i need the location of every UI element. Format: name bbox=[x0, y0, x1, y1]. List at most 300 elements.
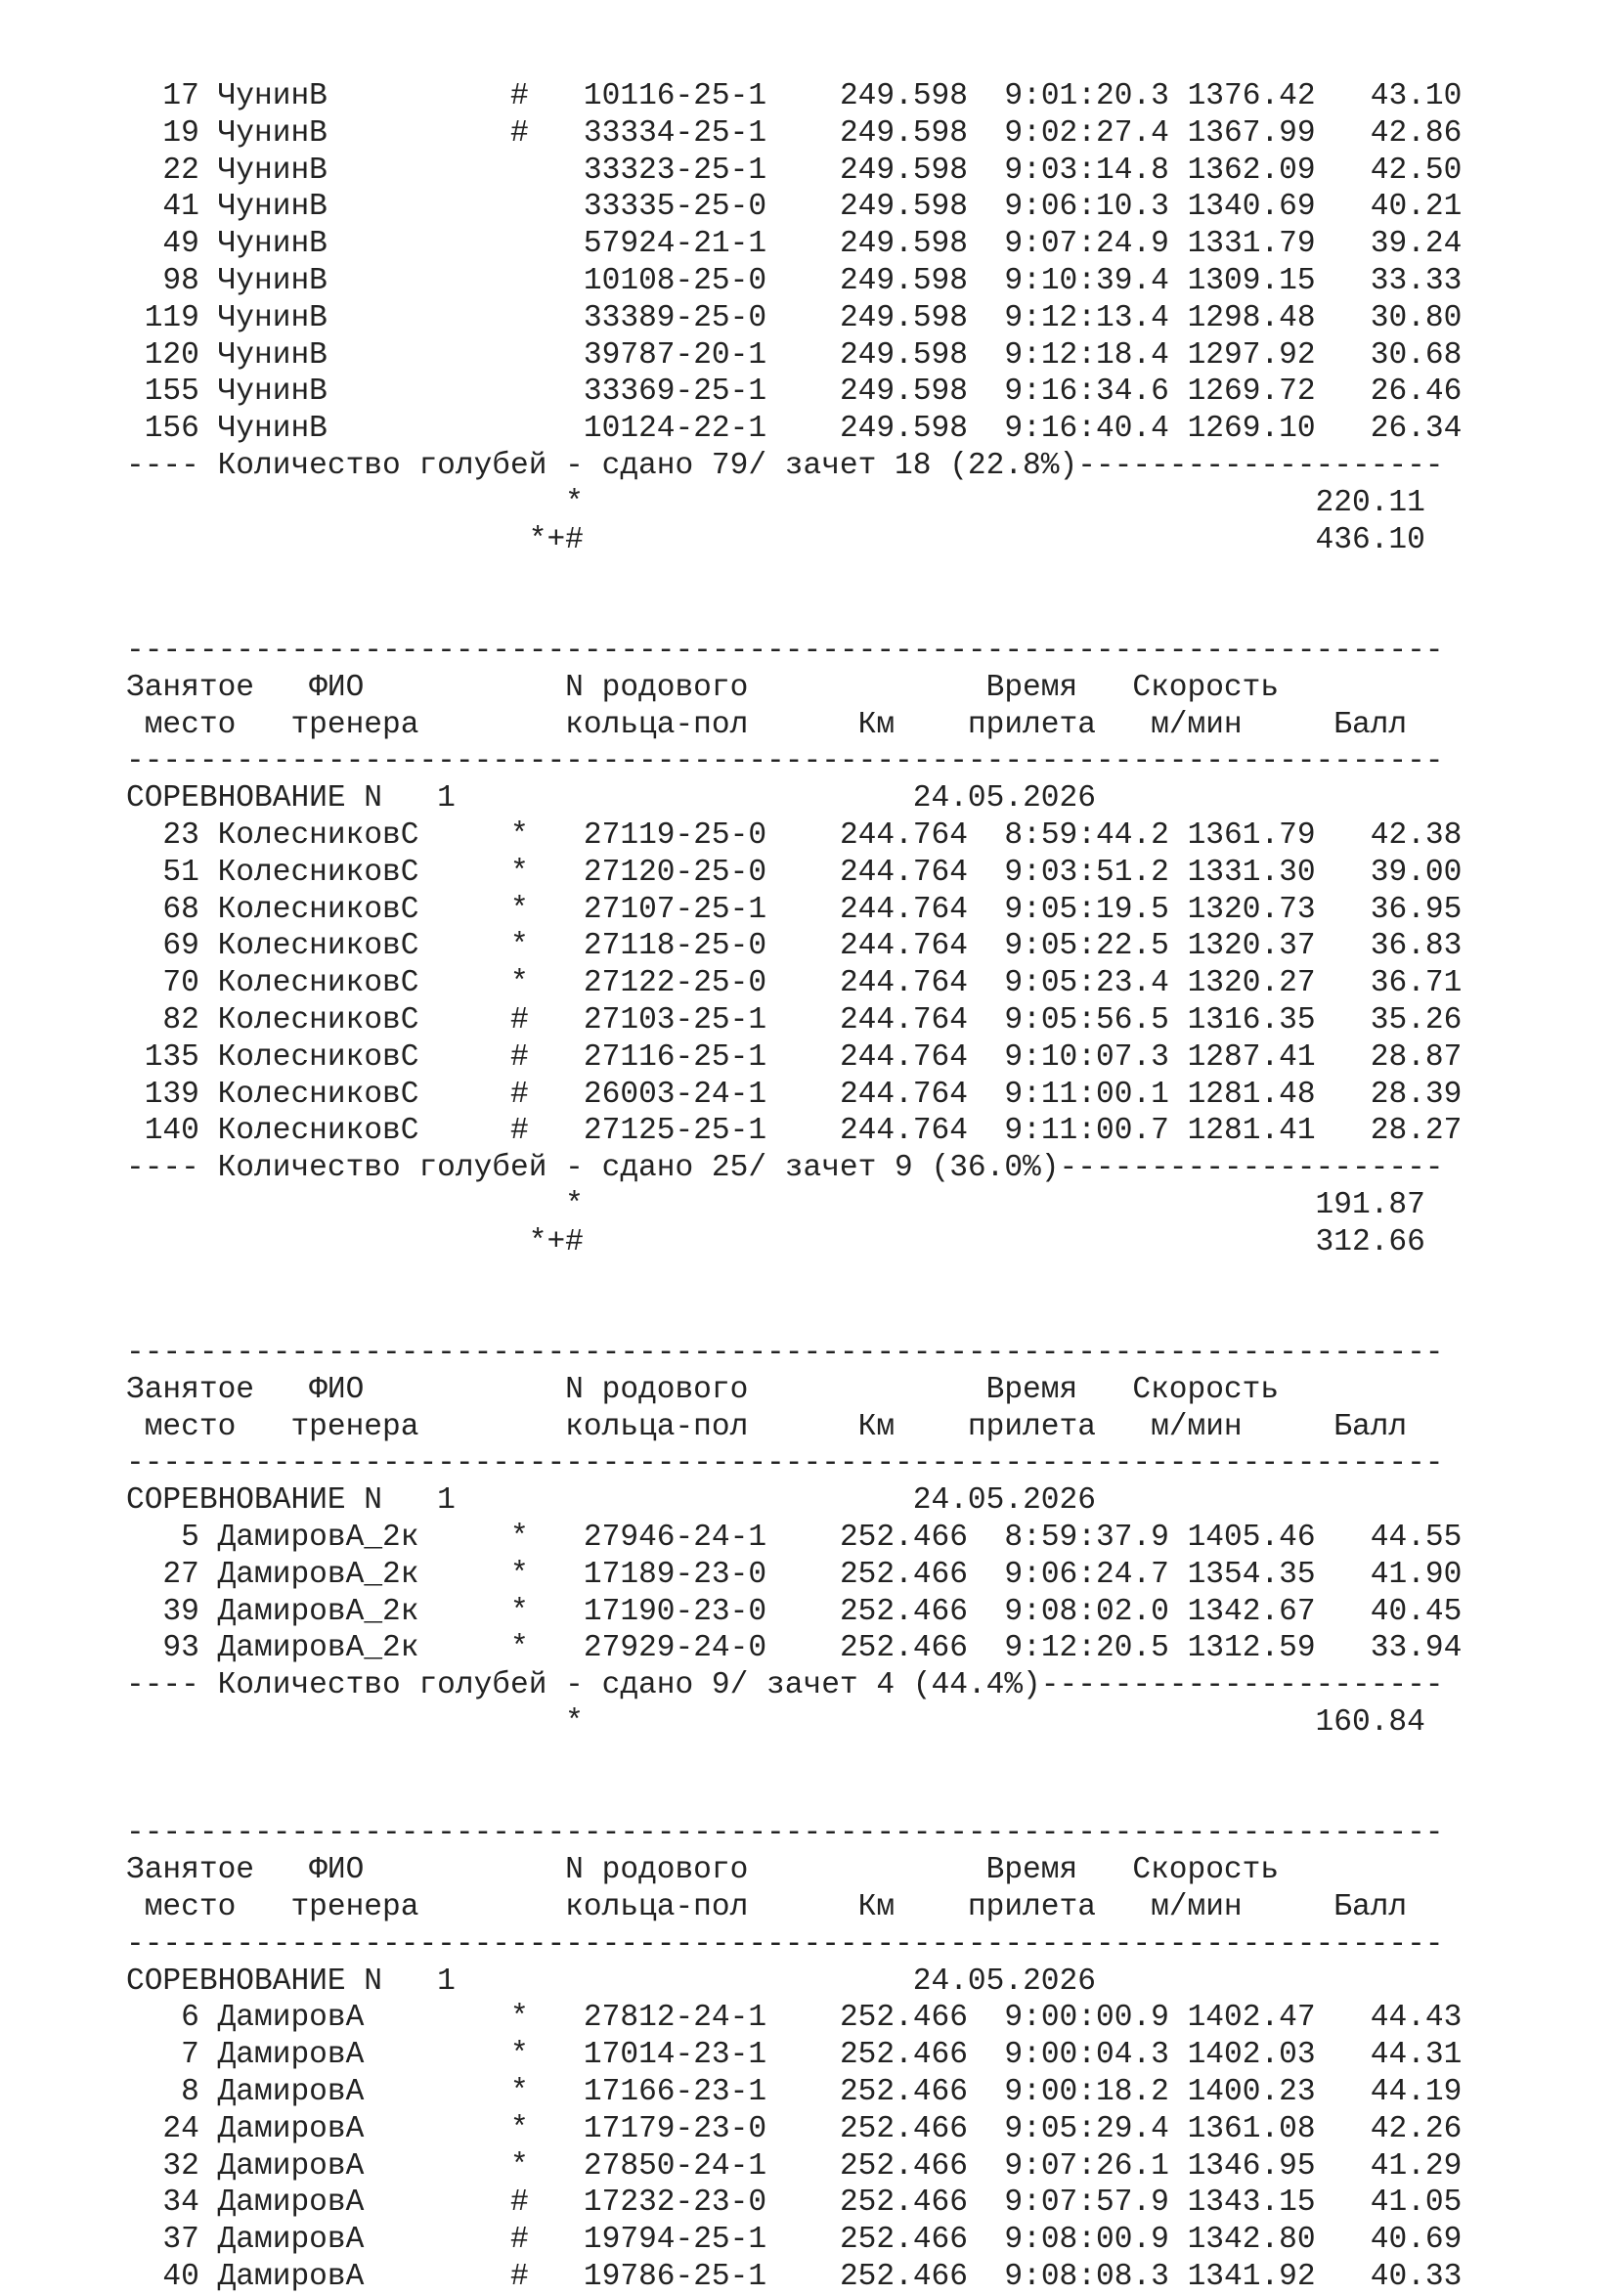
distance-km: 249.598 bbox=[839, 300, 968, 335]
arrival-time: 9:08:00.9 bbox=[1004, 2223, 1169, 2258]
arrival-time: 9:08:02.0 bbox=[1004, 1594, 1169, 1629]
gap bbox=[968, 154, 1004, 188]
place: 27 bbox=[126, 1557, 199, 1592]
distance-km: 252.466 bbox=[839, 2186, 968, 2221]
table-row bbox=[126, 263, 1462, 300]
ring-number: 27119-25-0 bbox=[583, 817, 767, 853]
score: 40.33 bbox=[1352, 2260, 1463, 2295]
gap bbox=[968, 1558, 1004, 1592]
arrival-time: 9:12:13.4 bbox=[1004, 300, 1169, 335]
ring-number: 57924-21-1 bbox=[583, 227, 767, 262]
trainer-name: ДамировА bbox=[217, 2001, 511, 2036]
gap bbox=[1169, 1078, 1188, 1112]
speed: 1298.48 bbox=[1187, 300, 1316, 335]
ring-number: 27946-24-1 bbox=[583, 1521, 767, 1556]
place: 6 bbox=[126, 2001, 199, 2036]
score: 41.90 bbox=[1352, 1557, 1463, 1592]
score: 26.34 bbox=[1352, 412, 1463, 447]
gap bbox=[1169, 2075, 1188, 2109]
trainer-name: ДамировА_2к bbox=[217, 1521, 511, 1556]
gap bbox=[1169, 893, 1188, 927]
gap bbox=[1316, 1003, 1352, 1038]
arrival-time: 9:11:00.7 bbox=[1004, 1114, 1169, 1149]
gap bbox=[766, 2223, 840, 2257]
mark bbox=[510, 375, 584, 409]
ring-number: 17166-23-1 bbox=[583, 2075, 767, 2110]
place: 24 bbox=[126, 2111, 199, 2146]
place: 22 bbox=[126, 153, 199, 188]
gap bbox=[199, 2075, 218, 2109]
ring-number: 39787-20-1 bbox=[583, 337, 767, 373]
score: 42.38 bbox=[1352, 817, 1463, 853]
distance-km: 249.598 bbox=[839, 227, 968, 262]
gap bbox=[584, 1225, 1316, 1259]
ring-number: 19794-25-1 bbox=[583, 2223, 767, 2258]
mark bbox=[510, 190, 584, 224]
arrival-time: 9:06:24.7 bbox=[1004, 1557, 1169, 1592]
gap bbox=[766, 227, 840, 261]
gap bbox=[1316, 893, 1352, 927]
place: 82 bbox=[126, 1002, 199, 1038]
trainer-name: ЧунинВ bbox=[217, 79, 511, 113]
gap bbox=[766, 301, 840, 335]
total-line bbox=[126, 522, 1462, 559]
gap bbox=[1316, 375, 1352, 409]
gap bbox=[1316, 2001, 1352, 2035]
gap bbox=[1316, 1595, 1352, 1629]
place: 8 bbox=[126, 2075, 199, 2110]
gap bbox=[766, 856, 840, 890]
total-line bbox=[126, 1224, 1462, 1261]
gap bbox=[968, 227, 1004, 261]
arrival-time: 9:05:22.5 bbox=[1004, 929, 1169, 964]
gap bbox=[1169, 264, 1188, 298]
mark: * bbox=[510, 892, 584, 927]
gap bbox=[968, 2260, 1004, 2294]
place: 51 bbox=[126, 855, 199, 890]
gap bbox=[1169, 1558, 1188, 1592]
arrival-time: 9:03:14.8 bbox=[1004, 153, 1169, 188]
mark: * bbox=[510, 2038, 584, 2073]
place: 120 bbox=[126, 337, 199, 373]
gap bbox=[199, 1114, 218, 1148]
gap bbox=[968, 893, 1004, 927]
competition-label: СОРЕВНОВАНИЕ N 1 bbox=[126, 781, 913, 817]
place: 41 bbox=[126, 190, 199, 225]
table-row bbox=[126, 855, 1462, 892]
score: 28.87 bbox=[1352, 1039, 1463, 1075]
place: 32 bbox=[126, 2148, 199, 2184]
arrival-time: 9:11:00.1 bbox=[1004, 1077, 1169, 1112]
results-listing bbox=[126, 78, 1462, 2296]
distance-km: 252.466 bbox=[839, 1521, 968, 1556]
trainer-name: КолесниковС bbox=[217, 1114, 511, 1149]
gap bbox=[1169, 1595, 1188, 1629]
gap bbox=[1169, 2149, 1188, 2184]
table-row bbox=[126, 1113, 1462, 1150]
speed: 1297.92 bbox=[1187, 337, 1316, 373]
trainer-name: ДамировА_2к bbox=[217, 1594, 511, 1629]
gap bbox=[766, 338, 840, 373]
speed: 1361.08 bbox=[1187, 2111, 1316, 2146]
gap bbox=[199, 2149, 218, 2184]
distance-km: 249.598 bbox=[839, 190, 968, 225]
mark bbox=[510, 338, 584, 373]
distance-km: 252.466 bbox=[839, 1631, 968, 1666]
total-line bbox=[126, 485, 1462, 522]
total-label: * bbox=[126, 485, 584, 520]
gap bbox=[1316, 1078, 1352, 1112]
score: 26.46 bbox=[1352, 375, 1463, 410]
gap bbox=[1316, 1558, 1352, 1592]
gap bbox=[766, 2260, 840, 2294]
mark: # bbox=[510, 2260, 584, 2295]
gap bbox=[968, 2149, 1004, 2184]
distance-km: 249.598 bbox=[839, 337, 968, 373]
ring-number: 10108-25-0 bbox=[583, 263, 767, 298]
blank-line bbox=[126, 596, 1462, 633]
score: 43.10 bbox=[1352, 79, 1463, 113]
trainer-name: ЧунинВ bbox=[217, 263, 511, 298]
gap bbox=[766, 966, 840, 1000]
score: 40.21 bbox=[1352, 190, 1463, 225]
arrival-time: 9:02:27.4 bbox=[1004, 115, 1169, 151]
arrival-time: 9:05:23.4 bbox=[1004, 966, 1169, 1001]
gap bbox=[199, 2038, 218, 2072]
table-row bbox=[126, 300, 1462, 337]
competition-line bbox=[126, 1482, 1462, 1520]
distance-km: 244.764 bbox=[839, 966, 968, 1001]
gap bbox=[199, 1003, 218, 1038]
score: 36.83 bbox=[1352, 929, 1463, 964]
gap bbox=[199, 818, 218, 853]
mark: # bbox=[510, 115, 584, 151]
arrival-time: 9:00:04.3 bbox=[1004, 2038, 1169, 2073]
rule-line: ------------------------------------------------------------------------ bbox=[126, 633, 1444, 668]
gap bbox=[968, 79, 1004, 113]
speed: 1281.41 bbox=[1187, 1114, 1316, 1149]
speed: 1320.27 bbox=[1187, 966, 1316, 1001]
gap bbox=[1316, 1114, 1352, 1148]
mark bbox=[510, 227, 584, 261]
gap bbox=[1316, 2186, 1352, 2220]
gap bbox=[766, 1114, 840, 1148]
total-line bbox=[126, 1187, 1462, 1224]
place: 140 bbox=[126, 1114, 199, 1149]
score: 41.29 bbox=[1352, 2148, 1463, 2184]
gap bbox=[968, 2186, 1004, 2220]
total-value: 191.87 bbox=[1315, 1187, 1425, 1222]
speed: 1405.46 bbox=[1187, 1521, 1316, 1556]
mark: * bbox=[510, 966, 584, 1001]
gap bbox=[766, 1078, 840, 1112]
arrival-time: 9:16:34.6 bbox=[1004, 375, 1169, 410]
table-row bbox=[126, 965, 1462, 1002]
gap bbox=[1169, 1631, 1188, 1665]
gap bbox=[968, 1003, 1004, 1038]
gap bbox=[1316, 2260, 1352, 2294]
total-line bbox=[126, 1704, 1462, 1742]
score: 44.55 bbox=[1352, 1521, 1463, 1556]
arrival-time: 9:10:39.4 bbox=[1004, 263, 1169, 298]
gap bbox=[1169, 190, 1188, 224]
speed: 1367.99 bbox=[1187, 115, 1316, 151]
trainer-name: ДамировА bbox=[217, 2186, 511, 2221]
total-label: *+# bbox=[126, 1224, 584, 1259]
gap bbox=[968, 190, 1004, 224]
gap bbox=[766, 1521, 840, 1555]
speed: 1346.95 bbox=[1187, 2148, 1316, 2184]
gap bbox=[766, 79, 840, 113]
table-row bbox=[126, 1557, 1462, 1594]
ring-number: 27120-25-0 bbox=[583, 855, 767, 890]
gap bbox=[1316, 264, 1352, 298]
score: 44.43 bbox=[1352, 2001, 1463, 2036]
score: 40.69 bbox=[1352, 2223, 1463, 2258]
speed: 1343.15 bbox=[1187, 2186, 1316, 2221]
trainer-name: КолесниковС bbox=[217, 892, 511, 927]
gap bbox=[766, 893, 840, 927]
trainer-name: ДамировА_2к bbox=[217, 1557, 511, 1592]
gap bbox=[766, 2112, 840, 2146]
gap bbox=[1169, 227, 1188, 261]
ring-number: 10124-22-1 bbox=[583, 412, 767, 447]
score: 40.45 bbox=[1352, 1594, 1463, 1629]
competition-date: 24.05.2026 bbox=[912, 1483, 1096, 1519]
ring-number: 33369-25-1 bbox=[583, 375, 767, 410]
speed: 1402.47 bbox=[1187, 2001, 1316, 2036]
trainer-name: КолесниковС bbox=[217, 855, 511, 890]
gap bbox=[199, 154, 218, 188]
table-row bbox=[126, 928, 1462, 965]
distance-km: 252.466 bbox=[839, 2223, 968, 2258]
speed: 1354.35 bbox=[1187, 1557, 1316, 1592]
ring-number: 27118-25-0 bbox=[583, 929, 767, 964]
gap bbox=[968, 2112, 1004, 2146]
gap bbox=[968, 116, 1004, 151]
place: 155 bbox=[126, 375, 199, 410]
gap bbox=[1169, 1114, 1188, 1148]
ring-number: 33323-25-1 bbox=[583, 153, 767, 188]
table-row bbox=[126, 817, 1462, 855]
total-value: 436.10 bbox=[1315, 522, 1425, 557]
gap bbox=[584, 1705, 1316, 1740]
gap bbox=[766, 2001, 840, 2035]
table-row bbox=[126, 78, 1462, 115]
distance-km: 252.466 bbox=[839, 2260, 968, 2295]
mark: * bbox=[510, 929, 584, 964]
place: 17 bbox=[126, 79, 199, 113]
gap bbox=[968, 1114, 1004, 1148]
gap bbox=[1316, 929, 1352, 963]
place: 139 bbox=[126, 1077, 199, 1112]
table-row bbox=[126, 153, 1462, 190]
ring-number: 17189-23-0 bbox=[583, 1557, 767, 1592]
score: 39.24 bbox=[1352, 227, 1463, 262]
speed: 1342.67 bbox=[1187, 1594, 1316, 1629]
gap bbox=[199, 375, 218, 409]
distance-km: 244.764 bbox=[839, 1039, 968, 1075]
gap bbox=[968, 1040, 1004, 1075]
gap bbox=[199, 412, 218, 446]
gap bbox=[1169, 1521, 1188, 1555]
trainer-name: ДамировА bbox=[217, 2075, 511, 2110]
mark bbox=[510, 412, 584, 446]
speed: 1316.35 bbox=[1187, 1002, 1316, 1038]
gap bbox=[1169, 338, 1188, 373]
table-row bbox=[126, 1630, 1462, 1667]
ring-number: 27103-25-1 bbox=[583, 1002, 767, 1038]
ring-number: 33389-25-0 bbox=[583, 300, 767, 335]
gap bbox=[766, 1040, 840, 1075]
gap bbox=[1316, 338, 1352, 373]
mark bbox=[510, 301, 584, 335]
mark: # bbox=[510, 1002, 584, 1038]
place: 19 bbox=[126, 115, 199, 151]
mark bbox=[510, 154, 584, 188]
gap bbox=[766, 412, 840, 446]
place: 23 bbox=[126, 817, 199, 853]
trainer-name: ЧунинВ bbox=[217, 153, 511, 188]
trainer-name: КолесниковС bbox=[217, 1002, 511, 1038]
gap bbox=[766, 818, 840, 853]
score: 42.26 bbox=[1352, 2111, 1463, 2146]
score: 35.26 bbox=[1352, 1002, 1463, 1038]
gap bbox=[1169, 412, 1188, 446]
trainer-name: ЧунинВ bbox=[217, 115, 511, 151]
gap bbox=[199, 2223, 218, 2257]
trainer-name: ДамировА bbox=[217, 2148, 511, 2184]
competition-date: 24.05.2026 bbox=[912, 781, 1096, 817]
arrival-time: 8:59:37.9 bbox=[1004, 1521, 1169, 1556]
gap bbox=[766, 1631, 840, 1665]
table-row bbox=[126, 2259, 1462, 2296]
table-row bbox=[126, 2074, 1462, 2111]
gap bbox=[968, 2038, 1004, 2072]
score: 30.80 bbox=[1352, 300, 1463, 335]
table-row bbox=[126, 892, 1462, 929]
table-row bbox=[126, 1002, 1462, 1039]
header-line-2: место тренера кольца-пол Км прилета м/мин Балл bbox=[126, 1890, 1408, 1925]
place: 5 bbox=[126, 1521, 199, 1556]
place: 98 bbox=[126, 263, 199, 298]
trainer-name: КолесниковС bbox=[217, 817, 511, 853]
ring-number: 27812-24-1 bbox=[583, 2001, 767, 2036]
trainer-name: КолесниковС bbox=[217, 966, 511, 1001]
score: 44.31 bbox=[1352, 2038, 1463, 2073]
gap bbox=[199, 1595, 218, 1629]
trainer-name: ЧунинВ bbox=[217, 190, 511, 225]
gap bbox=[1169, 2186, 1188, 2220]
table-row bbox=[126, 1039, 1462, 1077]
gap bbox=[766, 2038, 840, 2072]
trainer-name: ЧунинВ bbox=[217, 375, 511, 410]
table-row bbox=[126, 226, 1462, 263]
distance-km: 252.466 bbox=[839, 2148, 968, 2184]
gap bbox=[199, 1078, 218, 1112]
gap bbox=[1316, 116, 1352, 151]
table-row bbox=[126, 2222, 1462, 2259]
gap bbox=[766, 190, 840, 224]
ring-number: 33334-25-1 bbox=[583, 115, 767, 151]
gap bbox=[1169, 2038, 1188, 2072]
gap bbox=[968, 1631, 1004, 1665]
distance-km: 249.598 bbox=[839, 375, 968, 410]
speed: 1320.73 bbox=[1187, 892, 1316, 927]
trainer-name: ДамировА bbox=[217, 2038, 511, 2073]
rule-line: ------------------------------------------------------------------------ bbox=[126, 744, 1444, 779]
gap bbox=[1316, 856, 1352, 890]
total-label: *+# bbox=[126, 522, 584, 557]
arrival-time: 9:16:40.4 bbox=[1004, 412, 1169, 447]
total-value: 160.84 bbox=[1315, 1705, 1425, 1741]
trainer-name: ДамировА_2к bbox=[217, 1631, 511, 1666]
ring-number: 17190-23-0 bbox=[583, 1594, 767, 1629]
gap bbox=[1169, 818, 1188, 853]
mark: # bbox=[510, 1114, 584, 1149]
header-line-2: место тренера кольца-пол Км прилета м/мин Балл bbox=[126, 707, 1408, 742]
gap bbox=[968, 966, 1004, 1000]
table-row bbox=[126, 2185, 1462, 2222]
gap bbox=[1169, 2260, 1188, 2294]
mark bbox=[510, 264, 584, 298]
gap bbox=[1169, 856, 1188, 890]
gap bbox=[1169, 79, 1188, 113]
mark: * bbox=[510, 2111, 584, 2146]
score: 36.71 bbox=[1352, 966, 1463, 1001]
speed: 1331.30 bbox=[1187, 855, 1316, 890]
arrival-time: 9:01:20.3 bbox=[1004, 79, 1169, 113]
trainer-name: КолесниковС bbox=[217, 929, 511, 964]
table-row bbox=[126, 1594, 1462, 1631]
arrival-time: 9:07:57.9 bbox=[1004, 2186, 1169, 2221]
mark: * bbox=[510, 855, 584, 890]
competition-label: СОРЕВНОВАНИЕ N 1 bbox=[126, 1483, 913, 1519]
score: 28.39 bbox=[1352, 1077, 1463, 1112]
gap bbox=[1316, 818, 1352, 853]
table-row bbox=[126, 2111, 1462, 2148]
table-row bbox=[126, 1520, 1462, 1557]
speed: 1269.72 bbox=[1187, 375, 1316, 410]
gap bbox=[1316, 154, 1352, 188]
gap bbox=[968, 2075, 1004, 2109]
gap bbox=[1316, 2149, 1352, 2184]
distance-km: 244.764 bbox=[839, 1114, 968, 1149]
mark: # bbox=[510, 2223, 584, 2258]
distance-km: 249.598 bbox=[839, 115, 968, 151]
gap bbox=[199, 2001, 218, 2035]
arrival-time: 9:12:18.4 bbox=[1004, 337, 1169, 373]
speed: 1269.10 bbox=[1187, 412, 1316, 447]
gap bbox=[584, 1188, 1316, 1222]
mark: * bbox=[510, 2148, 584, 2184]
distance-km: 252.466 bbox=[839, 2001, 968, 2036]
arrival-time: 9:07:26.1 bbox=[1004, 2148, 1169, 2184]
ring-number: 17179-23-0 bbox=[583, 2111, 767, 2146]
blank-line bbox=[126, 1779, 1462, 1816]
gap bbox=[1316, 1631, 1352, 1665]
gap bbox=[1169, 116, 1188, 151]
gap bbox=[1316, 301, 1352, 335]
speed: 1340.69 bbox=[1187, 190, 1316, 225]
score: 39.00 bbox=[1352, 855, 1463, 890]
arrival-time: 9:03:51.2 bbox=[1004, 855, 1169, 890]
gap bbox=[584, 486, 1316, 520]
place: 68 bbox=[126, 892, 199, 927]
gap bbox=[766, 1558, 840, 1592]
speed: 1312.59 bbox=[1187, 1631, 1316, 1666]
distance-km: 244.764 bbox=[839, 817, 968, 853]
